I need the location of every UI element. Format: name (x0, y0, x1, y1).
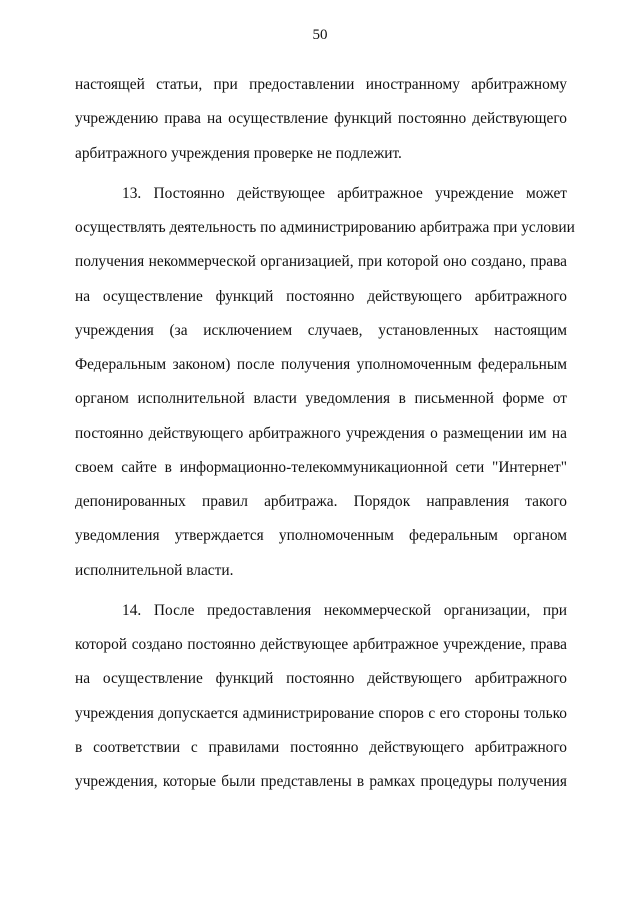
page-number: 50 (312, 27, 328, 43)
paragraph-continuation (75, 68, 567, 171)
text-line: получения некоммерческой организацией, при которой оно создано, права (75, 253, 567, 271)
text-line: в соответствии с правилами постоянно действующего арбитражного (75, 738, 567, 756)
text-line: учреждения допускается администрирование споров с его стороны только (75, 704, 567, 722)
text-line: осуществлять деятельность по администрированию арбитража при условии (75, 219, 575, 236)
text-line: 14. После предоставления некоммерческой организации, при (122, 601, 567, 619)
text-line: исполнительной власти. (75, 561, 234, 579)
text-line: Федеральным законом) после получения уполномоченным федеральным (75, 356, 567, 373)
text-line: 13. Постоянно действующее арбитражное учреждение может (122, 184, 567, 202)
paragraph-13 (75, 177, 575, 588)
paragraph-14 (75, 594, 567, 800)
text-line: уведомления утверждается уполномоченным федеральным органом (75, 527, 567, 545)
document-body (75, 68, 575, 799)
text-line: депонированных правил арбитража. Порядок направления такого (75, 493, 567, 510)
text-line: постоянно действующего арбитражного учреждения о размещении им на (75, 424, 567, 442)
text-line: органом исполнительной власти уведомления в письменной форме от (75, 390, 567, 408)
text-line: учреждения, которые были представлены в рамках процедуры получения (75, 773, 567, 790)
text-line: учреждения (за исключением случаев, установленных настоящим (75, 321, 567, 339)
text-line: арбитражного учреждения проверке не подлежит. (75, 144, 402, 162)
text-line: своем сайте в информационно-телекоммуникационной сети "Интернет" (75, 458, 567, 476)
text-line: на осуществление функций постоянно действующего арбитражного (75, 287, 567, 305)
text-line: на осуществление функций постоянно действующего арбитражного (75, 670, 567, 688)
text-line: которой создано постоянно действующее арбитражное учреждение, права (75, 636, 567, 653)
text-line: настоящей статьи, при предоставлении иностранному арбитражному (75, 76, 567, 93)
text-line: учреждению права на осуществление функций постоянно действующего (75, 110, 567, 128)
